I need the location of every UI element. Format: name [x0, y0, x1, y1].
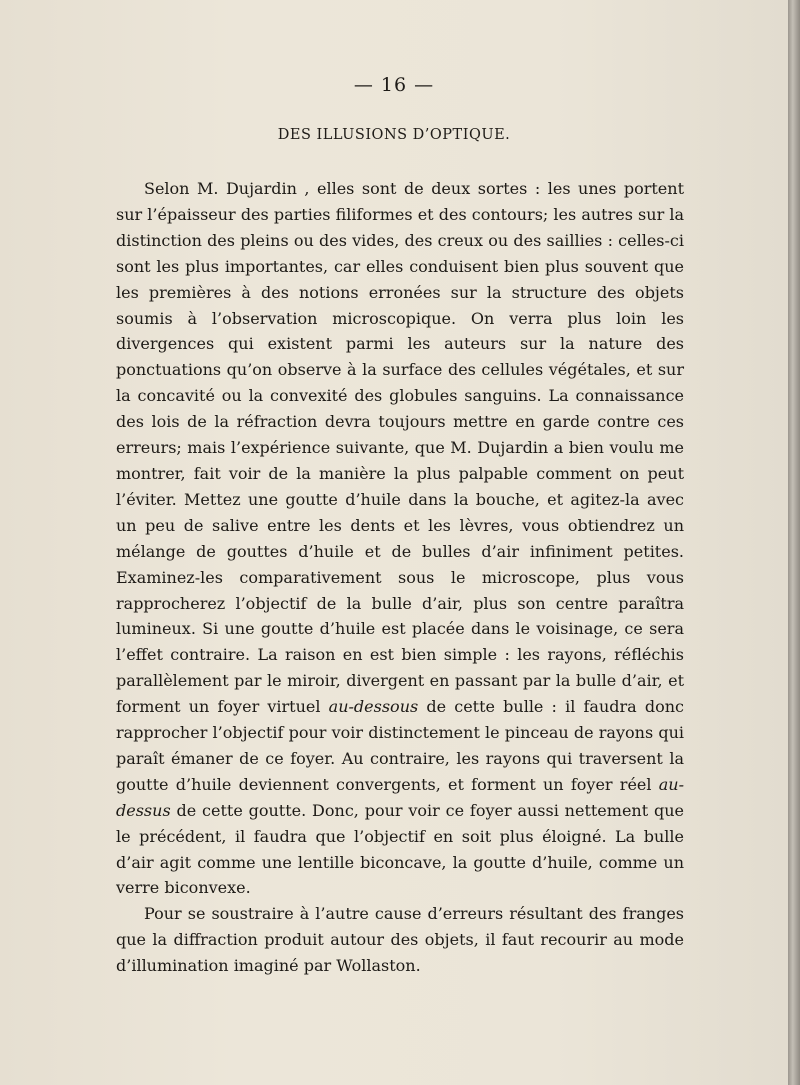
page-number: — 16 — [353, 74, 435, 96]
page-edge-shadow [788, 0, 800, 1085]
bleed-through-shadow [130, 108, 690, 128]
italic-au-dessous: au-dessous [328, 697, 419, 717]
paragraph-1-part-2: de cette bulle : il faudra donc rapprocher l’objectif pour voir distinctement le pinceau de rayons qui paraît émaner de ce foyer. Au contraire, les rayons qui traversent la goutte d’huile deviennent convergents, et forment un foyer réel [116, 697, 685, 794]
paragraph-1-part-3: de cette goutte. Donc, pour voir ce foyer aussi nettement que le précédent, il faudra que l’objectif en soit plus éloigné. La bulle d’air agit comme une lentille biconcave, la goutte d’huile, comme un verre biconvexe. [116, 800, 684, 898]
section-heading: DES ILLUSIONS D’OPTIQUE. [277, 127, 511, 143]
body-text [116, 176, 684, 979]
paragraph-1-part-1: Selon M. Dujardin , elles sont de deux sortes : les unes portent sur l’épaisseur des parties filiformes et des contours; les autres sur la distinction des pleins ou des vides, des creux ou des saillies : celles-ci sont les plus importantes, car elles conduisent bien plus souvent que les premières à des notions erronées sur la structure des objets soumis à l’observation microscopique. On verra plus loin les divergences qui existent parmi les auteurs sur la nature des ponctuations qu’on observe à la surface des cellules végétales, et sur la concavité ou la convexité des globules sanguins. La connaissance des lois de la réfraction devra toujours mettre en garde contre ces erreurs; mais l’expérience suivante, que M. Dujardin a bien voulu me montrer, fait voir de la manière la plus palpable comment on peut l’éviter. Mettez une goutte d’huile dans la bouche, et agitez-la avec un peu de salive entre les dents et les lèvres, vous obtiendrez un mélange de gouttes d’huile et de bulles d’air infiniment petites. Examinez-les comparativement sous le microscope, plus vous rapprocherez l’objectif de la bulle d’air, plus son centre paraîtra lumineux. Si une goutte d’huile est placée dans le voisinage, ce sera l’effet contraire. La raison en est bien simple : les rayons, réfléchis parallèlement par le miroir, divergent en passant par la bulle d’air, et forment un foyer virtuel [116, 179, 684, 717]
italic-au-dessus: au-dessus [116, 774, 684, 820]
paragraph-1 [116, 176, 684, 901]
paragraph-2: Pour se soustraire à l’autre cause d’erreurs résultant des franges que la diffraction produit autour des objets, il faut recourir au mode d’illumination imaginé par Wollaston. [116, 904, 684, 976]
